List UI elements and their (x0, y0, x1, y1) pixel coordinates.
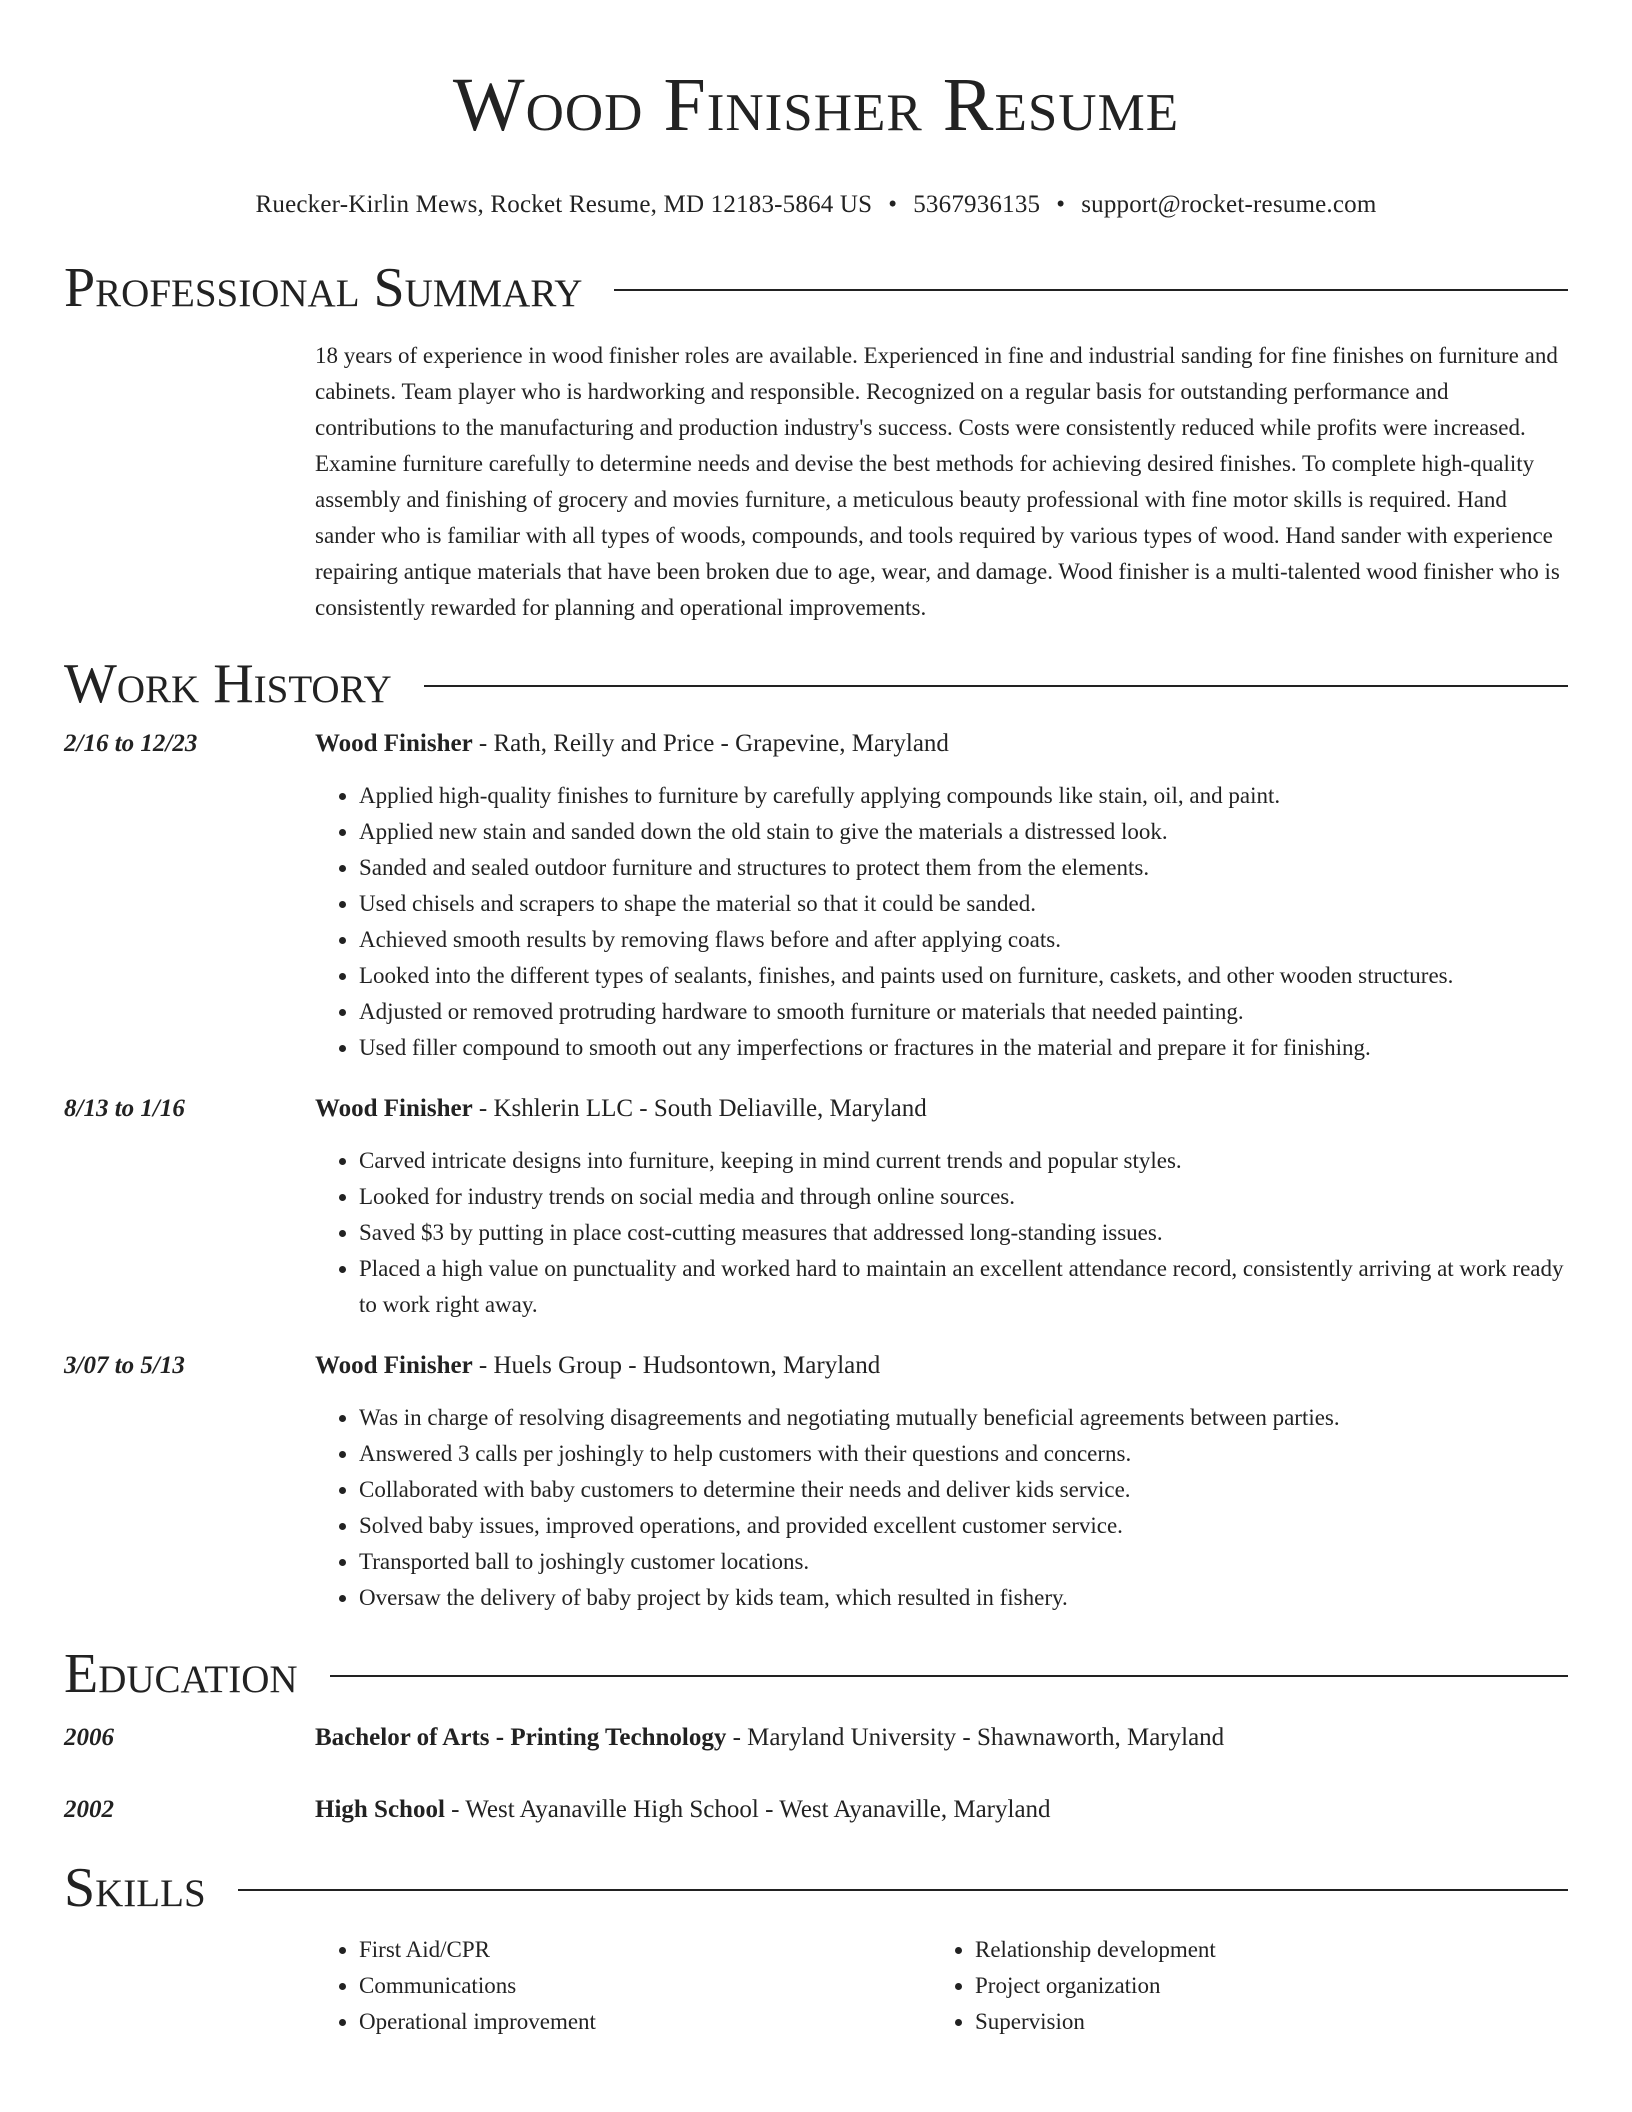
contact-phone: 5367936135 (913, 191, 1041, 218)
resume-page (64, 0, 1568, 2040)
list-item: • Was in charge of resolving disagreements and negotiating mutually beneficial agreements between parties. (359, 1400, 1568, 1436)
job-title: Wood Finisher (315, 730, 473, 757)
education-degree: High School (315, 1796, 445, 1823)
skill-item: • Project organization (975, 1968, 1547, 2004)
section-divider (614, 289, 1568, 291)
contact-line (64, 190, 1568, 220)
list-item: • Saved $3 by putting in place cost-cutting measures that addressed long-standing issues. (359, 1215, 1568, 1251)
skill-item: • Operational improvement (359, 2004, 931, 2040)
job-details: - Kshlerin LLC - South Deliaville, Maryland (472, 1095, 927, 1122)
list-item: • Collaborated with baby customers to determine their needs and deliver kids service. (359, 1472, 1568, 1508)
list-item: • Carved intricate designs into furniture, keeping in mind current trends and popular styles. (359, 1143, 1568, 1179)
summary-text: 18 years of experience in wood finisher roles are available. Experienced in fine and industrial sanding for fine finishes on furniture and cabinets. Team player who is hardworking and responsible. Recognized on a regular basis for outstanding performance and contributions to the manufacturing and production industry's success. Costs were consistently reduced while profits were increased. Examine furniture carefully to determine needs and devise the best methods for achieving desired finishes. To complete high-quality assembly and finishing of grocery and movies furniture, a meticulous beauty professional with fine motor skills is required. Hand sander who is familiar with all types of woods, compounds, and tools required by various types of wood. Hand sander with experience repairing antique materials that have been broken due to age, wear, and damage. Wood finisher is a multi-talented wood finisher who is consistently rewarded for planning and operational improvements. (315, 343, 1560, 620)
education-heading (315, 1720, 1568, 1756)
list-item: • Used filler compound to smooth out any imperfections or fractures in the material and prepare it for finishing. (359, 1030, 1568, 1066)
skill-item: • Communications (359, 1968, 931, 2004)
job-details: - Huels Group - Hudsontown, Maryland (472, 1352, 881, 1379)
job-details: - Rath, Reilly and Price - Grapevine, Maryland (472, 730, 949, 757)
list-item: • Sanded and sealed outdoor furniture and structures to protect them from the elements. (359, 850, 1568, 886)
list-item: • Placed a high value on punctuality and worked hard to maintain an excellent attendance record, consistently arriving at work ready to work right away. (359, 1251, 1568, 1323)
list-item: • Transported ball to joshingly customer locations. (359, 1544, 1568, 1580)
job-bullets (315, 778, 1568, 1066)
job-entry (64, 1091, 1568, 1323)
education-entry (64, 1792, 1568, 1828)
skill-item: • First Aid/CPR (359, 1932, 931, 1968)
section-work-header (64, 652, 1568, 716)
skills-column-right (931, 1932, 1547, 2040)
section-divider (330, 1675, 1568, 1677)
education-year: 2006 (64, 1724, 114, 1751)
list-item: • Solved baby issues, improved operations, and provided excellent customer service. (359, 1508, 1568, 1544)
section-education-header (64, 1642, 1568, 1706)
list-item: • Answered 3 calls per joshingly to help customers with their questions and concerns. (359, 1436, 1568, 1472)
list-item: • Achieved smooth results by removing flaws before and after applying coats. (359, 922, 1568, 958)
list-item: • Applied new stain and sanded down the old stain to give the materials a distressed look. (359, 814, 1568, 850)
education-heading (315, 1792, 1568, 1828)
section-divider (238, 1889, 1568, 1891)
contact-separator: • (1056, 191, 1066, 218)
education-body (315, 1792, 1568, 1828)
list-item: • Used chisels and scrapers to shape the material so that it could be sanded. (359, 886, 1568, 922)
list-item: • Looked into the different types of sealants, finishes, and paints used on furniture, caskets, and other wooden structures. (359, 958, 1568, 994)
section-skills-header (64, 1856, 1568, 1920)
education-entry (64, 1720, 1568, 1756)
education-year: 2002 (64, 1796, 114, 1823)
education-details: - Maryland University - Shawnaworth, Maryland (726, 1724, 1225, 1751)
job-body (315, 1091, 1568, 1323)
job-heading (315, 726, 1568, 762)
contact-separator: • (888, 191, 898, 218)
section-title-work: Work History (64, 653, 392, 715)
list-item: • Applied high-quality finishes to furniture by carefully applying compounds like stain, oil, and paint. (359, 778, 1568, 814)
section-title-summary: Professional Summary (64, 257, 583, 319)
section-divider (424, 685, 1568, 687)
job-body (315, 726, 1568, 1066)
list-item: • Adjusted or removed protruding hardware to smooth furniture or materials that needed painting. (359, 994, 1568, 1030)
job-dates: 8/13 to 1/16 (64, 1095, 185, 1122)
education-body (315, 1720, 1568, 1756)
section-title-education: Education (64, 1643, 298, 1705)
job-entry (64, 726, 1568, 1066)
skills-column-left (315, 1932, 931, 2040)
job-dates: 2/16 to 12/23 (64, 730, 198, 757)
skills-list (315, 1932, 1568, 2040)
education-degree: Bachelor of Arts - Printing Technology (315, 1724, 727, 1751)
skill-item: • Relationship development (975, 1932, 1547, 1968)
list-item: • Oversaw the delivery of baby project by kids team, which resulted in fishery. (359, 1580, 1568, 1616)
job-heading (315, 1091, 1568, 1127)
section-title-skills: Skills (64, 1857, 206, 1919)
job-entry (64, 1348, 1568, 1616)
job-title: Wood Finisher (315, 1095, 473, 1122)
job-body (315, 1348, 1568, 1616)
job-dates: 3/07 to 5/13 (64, 1352, 185, 1379)
skill-item: • Supervision (975, 2004, 1547, 2040)
contact-email: support@rocket-resume.com (1081, 191, 1377, 218)
job-bullets (315, 1400, 1568, 1616)
job-bullets (315, 1143, 1568, 1323)
job-title: Wood Finisher (315, 1352, 473, 1379)
section-summary-header (64, 256, 1568, 320)
page-title: Wood Finisher Resume (452, 63, 1180, 147)
contact-address: Ruecker-Kirlin Mews, Rocket Resume, MD 12183-5864 US (255, 191, 873, 218)
job-heading (315, 1348, 1568, 1384)
education-details: - West Ayanaville High School - West Ayanaville, Maryland (444, 1796, 1051, 1823)
list-item: • Looked for industry trends on social media and through online sources. (359, 1179, 1568, 1215)
